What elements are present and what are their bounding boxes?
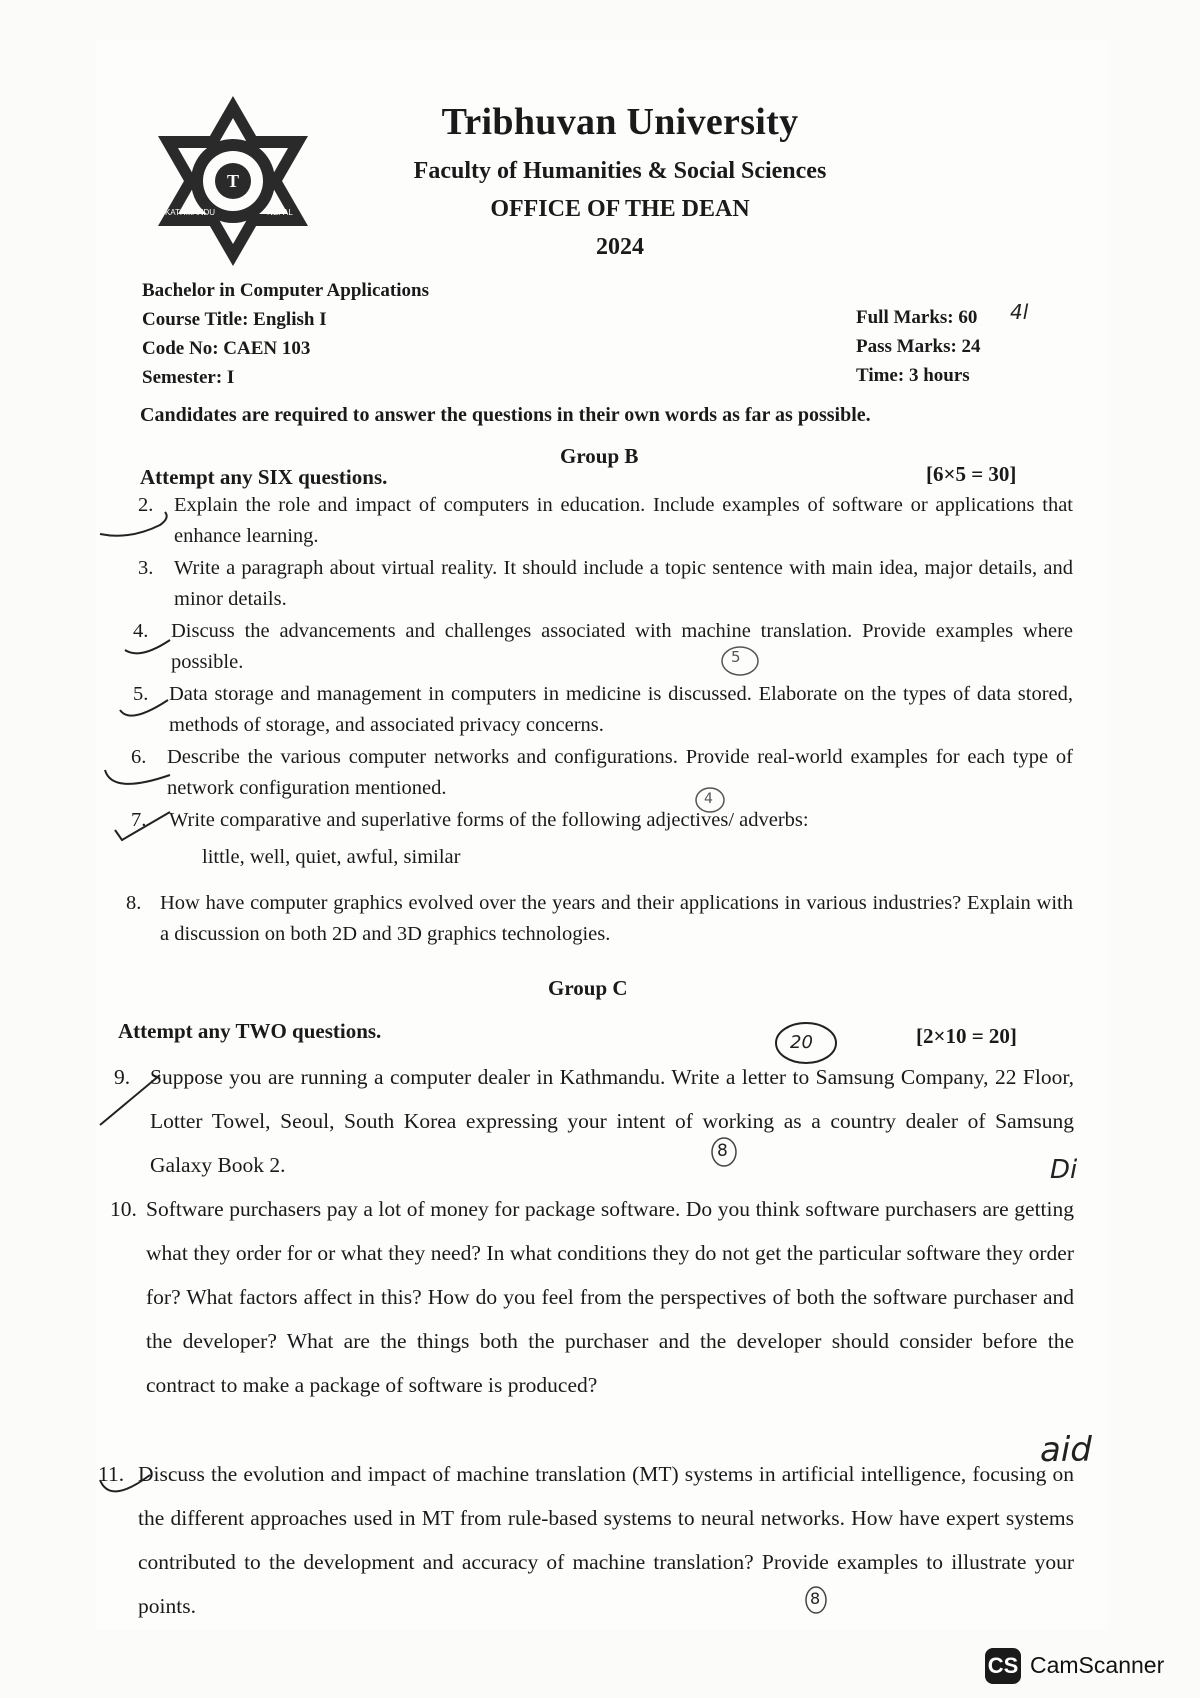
group-b-marks: [6×5 = 30] xyxy=(926,462,1017,486)
question-text: Suppose you are running a computer dealer in Kathmandu. Write a letter to Samsung Company, 22 Floor, Lotter Towel, Seoul, South Korea expressing your intent of working as a country dealer of Samsung Galaxy Book 2. xyxy=(150,1065,1074,1177)
question-number: 9. xyxy=(114,1065,131,1089)
tick-mark-q5 xyxy=(120,700,168,716)
pass-marks: Pass Marks: 24 xyxy=(856,336,981,357)
semester: Semester: I xyxy=(142,367,235,388)
office-title: OFFICE OF THE DEAN xyxy=(490,196,750,222)
question-text: Discuss the evolution and impact of machine translation (MT) systems in artificial intelligence, focusing on the different approaches used in MT from rule-based systems to neural networks. How have expert systems contributed to the development and accuracy of machine translation? Provide examples to illustrate your points. xyxy=(138,1462,1074,1618)
group-c-marks: [2×10 = 20] xyxy=(916,1024,1017,1048)
handwritten-group-c-score: 20 xyxy=(790,1032,813,1053)
question-number: 4. xyxy=(133,620,149,642)
handwritten-margin-q9: Di xyxy=(1050,1155,1078,1185)
tick-mark-q9 xyxy=(100,1075,160,1125)
adjective-list: little, well, quiet, awful, similar xyxy=(202,846,461,868)
seal-text-right: NEPAL xyxy=(267,208,293,217)
question-text: How have computer graphics evolved over the years and their applications in various industries? Explain with a discussion on both 2D and 3D graphics technologies. xyxy=(160,892,1073,945)
full-marks: Full Marks: 60 xyxy=(856,307,978,328)
handwritten-score-5: 5 xyxy=(731,648,741,666)
course-code: Code No: CAEN 103 xyxy=(142,338,311,359)
question-number: 6. xyxy=(131,746,147,768)
question-number: 8. xyxy=(126,892,142,914)
question-number: 3. xyxy=(138,557,154,579)
program-name: Bachelor in Computer Applications xyxy=(142,280,429,301)
university-title: Tribhuvan University xyxy=(441,101,799,143)
handwritten-marks-note: 4l xyxy=(1010,300,1029,324)
handwritten-score-q11: 8 xyxy=(810,1589,821,1608)
faculty-title: Faculty of Humanities & Social Sciences xyxy=(413,158,827,184)
group-b-title: Group B xyxy=(560,444,639,468)
handwritten-score-4: 4 xyxy=(704,791,713,807)
question-text: Describe the various computer networks and configurations. Provide real-world examples for each type of network configuration mentioned. xyxy=(167,746,1073,799)
time-allowed: Time: 3 hours xyxy=(856,365,970,386)
svg-text:T: T xyxy=(226,171,240,191)
camscanner-brand: CamScanner xyxy=(1030,1652,1165,1678)
question-text: Explain the role and impact of computers in education. Include examples of software or applications that enhance learning. xyxy=(174,494,1073,547)
handwritten-margin-q11: aid xyxy=(1040,1430,1092,1470)
camscanner-badge-icon: CS xyxy=(985,1648,1021,1684)
group-c-attempt: Attempt any TWO questions. xyxy=(118,1019,382,1043)
tick-mark-q2 xyxy=(100,512,167,536)
tick-mark-q7 xyxy=(115,812,170,840)
question-number: 7. xyxy=(131,809,147,831)
tick-mark-q6 xyxy=(105,770,170,784)
question-text: Write a paragraph about virtual reality. It should include a topic sentence with main idea, major details, and minor details. xyxy=(174,557,1073,610)
group-b-attempt: Attempt any SIX questions. xyxy=(140,465,388,489)
question-text: Software purchasers pay a lot of money for package software. Do you think software purchasers are getting what they order for or what they need? In what conditions they do not get the particular software they order for? What factors affect in this? How do you feel from the perspectives of both the software purchaser and the developer? What are the things both the purchaser and the developer should consider before the contract to make a package of software is produced? xyxy=(146,1197,1074,1397)
question-number: 11. xyxy=(98,1462,125,1486)
seal-text-left: KATHMANDU xyxy=(164,208,216,217)
group-c-title: Group C xyxy=(548,976,628,1000)
course-title: Course Title: English I xyxy=(142,309,327,330)
question-text: Write comparative and superlative forms of the following adjectives/ adverbs: xyxy=(169,809,809,831)
exam-year: 2024 xyxy=(596,234,644,260)
question-text: Discuss the advancements and challenges associated with machine translation. Provide examples where possible. xyxy=(171,620,1073,673)
tick-mark-q11 xyxy=(100,1475,150,1491)
handwritten-score-q9: 8 xyxy=(717,1141,728,1161)
tick-mark-q4 xyxy=(125,640,170,653)
exam-instruction: Candidates are required to answer the questions in their own words as far as possible. xyxy=(140,404,871,426)
question-number: 5. xyxy=(133,683,149,705)
question-number: 10. xyxy=(110,1197,137,1221)
question-text: Data storage and management in computers in medicine is discussed. Elaborate on the types of data stored, methods of storage, and associated privacy concerns. xyxy=(169,683,1073,736)
question-number: 2. xyxy=(138,494,154,516)
